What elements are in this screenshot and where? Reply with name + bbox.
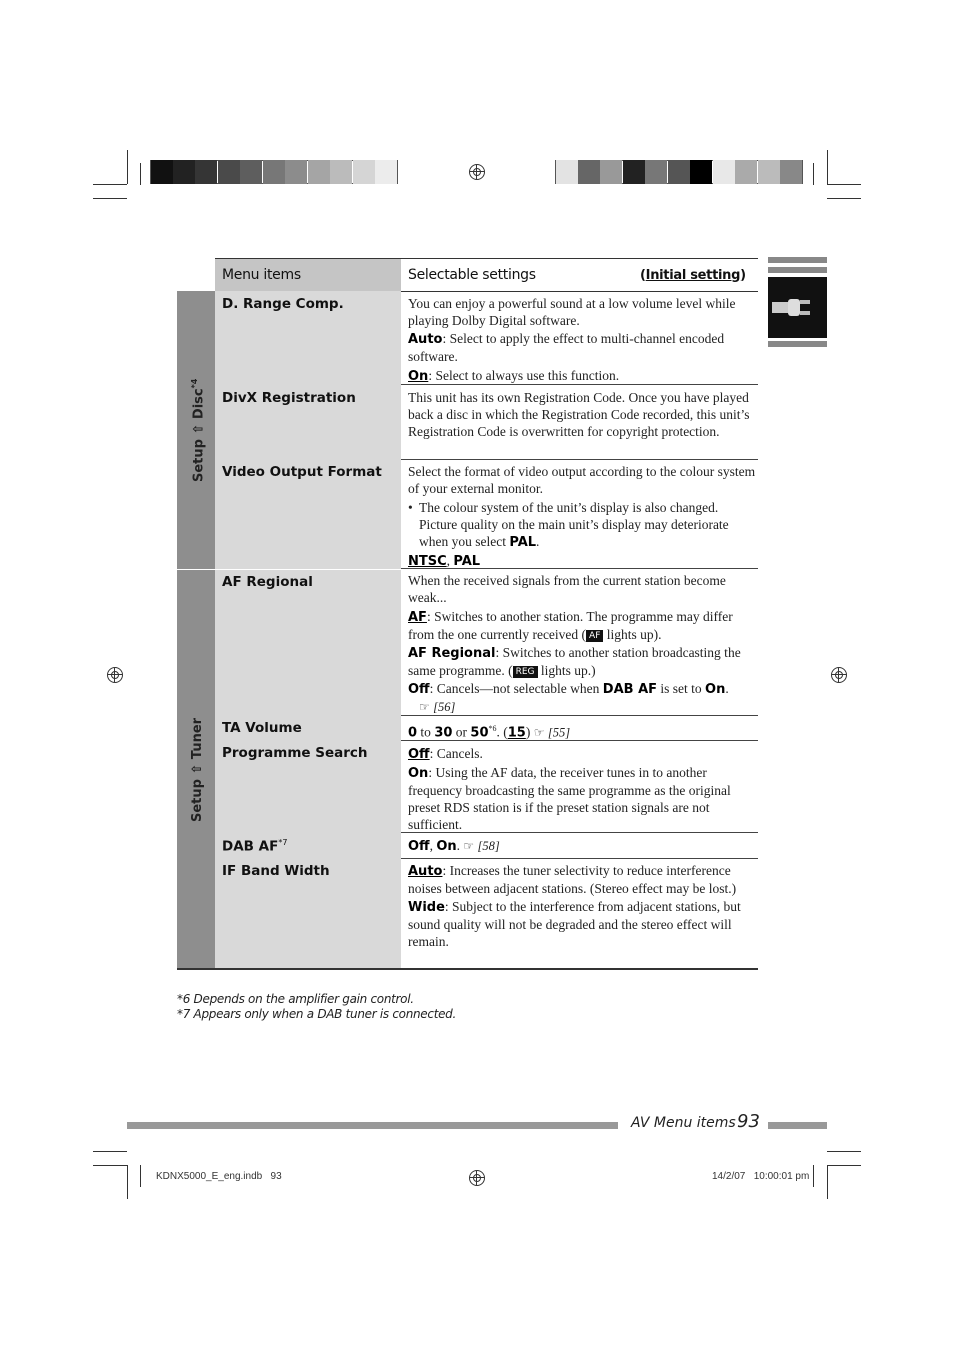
selectable-settings-header: Selectable settings xyxy=(408,267,536,283)
footer-section-label: AV Menu items xyxy=(631,1115,736,1131)
reference-hand-icon: ☞ xyxy=(463,839,475,853)
menu-item-dab-af: DAB AF$^{*7}$ xyxy=(222,838,288,855)
af-indicator-icon: AF xyxy=(586,630,603,642)
menu-item-programme-search: Programme Search xyxy=(222,745,368,761)
setting-ta-volume: 0 to 30 or 50$^{*6}$. (15) ☞ [55] xyxy=(408,724,571,741)
setting-d-range-comp: You can enjoy a powerful sound at a low volume level while playing Dolby Digital software. Auto: Select to apply the effect to multi-channel encoded software. On: Select to always use this function. xyxy=(408,296,736,384)
table-header xyxy=(215,258,758,292)
registration-mark-icon xyxy=(469,164,485,180)
category-label-disc: Setup ⇧ Disc$^{*4}$ xyxy=(190,378,207,482)
setting-dab-af: Off, On. ☞ [58] xyxy=(408,838,500,854)
registration-mark-icon xyxy=(469,1170,485,1186)
setting-divx-registration: This unit has its own Registration Code. Once you have played back a disc in which the Registration Code recorded, this unit’s Registration Code is overwritten for copyright protection. xyxy=(408,390,750,439)
menu-item-d-range-comp: D. Range Comp. xyxy=(222,296,344,312)
footer-rule-right xyxy=(768,1122,827,1129)
print-timestamp: 14/2/07 10:00:01 pm xyxy=(712,1171,810,1182)
setting-if-band-width: Auto: Increases the tuner selectivity to reduce interference noises between adjacent stations. (Stereo effect may be lost.) Wide: Subject to the interference from adjacent stations, but sound quality will not be degraded and the stereo effect will remain. xyxy=(408,863,741,949)
footer-rule-left xyxy=(127,1122,618,1129)
reference-hand-icon: ☞ xyxy=(533,725,545,740)
menu-item-divx-registration: DivX Registration xyxy=(222,390,356,406)
initial-setting-header: (Initial setting) xyxy=(640,268,746,283)
items-column-tuner xyxy=(215,570,401,969)
reg-indicator-icon: REG xyxy=(513,666,538,678)
setting-video-output-format: Select the format of video output according to the colour system of your external monitor. • The colour system of the unit’s display is also changed. Picture quality on the main unit’s display may deteriorate when you select PAL. NTSC, PAL xyxy=(408,464,756,569)
menu-item-ta-volume: TA Volume xyxy=(222,720,302,736)
menu-items-header: Menu items xyxy=(222,267,301,283)
footnote-6: *6 Depends on the amplifier gain control. xyxy=(177,992,414,1006)
menu-item-if-band-width: IF Band Width xyxy=(222,863,330,879)
category-label-tuner: Setup ⇧ Tuner xyxy=(190,717,205,822)
menu-item-af-regional: AF Regional xyxy=(222,574,313,590)
setting-af-regional: When the received signals from the current station become weak... AF: Switches to another station. The programme may differ from the one currently received ( AF lights up). AF Regional: Switches to another station broadcasting the same programme. ( REG lights up.) Off: Cancels—not selectable when DAB AF is set to On. ☞ [56] xyxy=(408,573,741,714)
menu-item-video-output-format: Video Output Format xyxy=(222,464,382,480)
reference-hand-icon: ☞ xyxy=(419,700,430,714)
footnote-7: *7 Appears only when a DAB tuner is connected. xyxy=(177,1007,457,1021)
registration-mark-icon xyxy=(107,667,123,683)
print-file-info: KDNX5000_E_eng.indb 93 xyxy=(156,1171,282,1182)
items-column-disc xyxy=(215,291,401,569)
plug-icon xyxy=(768,277,827,338)
setting-programme-search: Off: Cancels. On: Using the AF data, the receiver tunes in to another frequency broadcasting the same programme as the original preset RDS station is if the preset station signals are not sufficient. xyxy=(408,746,731,832)
registration-mark-icon xyxy=(831,667,847,683)
page-number: 93 xyxy=(737,1111,760,1132)
